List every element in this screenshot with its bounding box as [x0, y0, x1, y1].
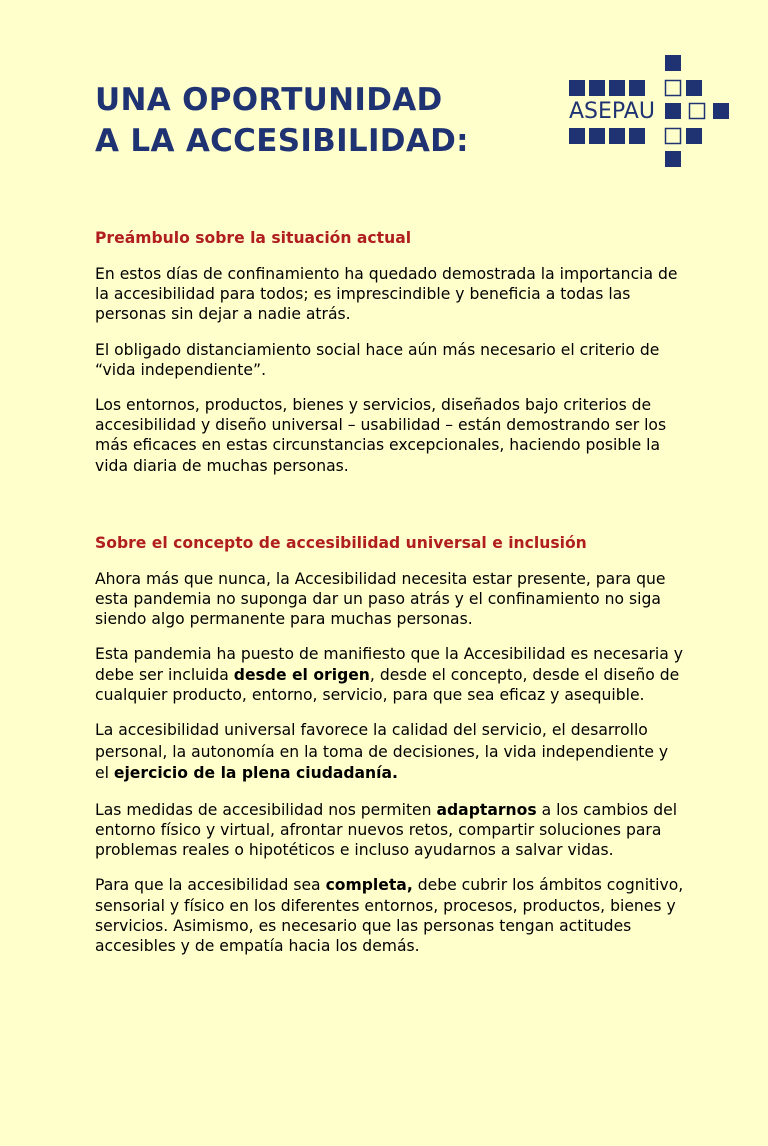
paragraph: En estos días de confinamiento ha quedado demostrada la importancia de la accesibilidad para todos; es imprescindible y beneficia a todas las personas sin dejar a nadie atrás. — [95, 265, 678, 324]
emphasis: ejercicio de la plena ciudadanía. — [113, 764, 398, 783]
text-run: Esta pandemia ha puesto de manifiesto que la Accesibilidad es necesaria y debe ser incluida — [95, 645, 683, 684]
text-run: debe cubrir los ámbitos cognitivo, sensorial y físico en los diferentes entornos, procesos, productos, bienes y servicios. Asimismo, es necesario que las personas tengan actitudes accesibles y de empatía hacia los demás. — [95, 876, 684, 956]
text-run: , desde el concepto, desde el diseño de cualquier producto, entorno, servicio, para que sea eficaz y asequible. — [95, 665, 680, 704]
paragraph: Los entornos, productos, bienes y servicios, diseñados bajo criterios de accesibilidad y diseño universal – usabilidad – están demostrando ser los más eficaces en estas circunstancias excepcionales, haciendo posible la vida diaria de muchas personas. — [95, 396, 667, 475]
text-run: Para que la accesibilidad sea — [95, 876, 326, 895]
emphasis: desde el origen — [233, 665, 370, 684]
paragraph: El obligado distanciamiento social hace aún más necesario el criterio de “vida independiente”. — [95, 340, 660, 379]
asepau-logo — [566, 55, 736, 173]
page-title — [95, 80, 469, 162]
section-heading: Preámbulo sobre la situación actual — [95, 229, 412, 247]
paragraph — [95, 720, 685, 785]
paragraph — [95, 644, 685, 705]
title-line-2: A LA ACCESIBILIDAD: — [95, 123, 469, 159]
title-line-1: UNA OPORTUNIDAD — [95, 82, 443, 118]
paragraph: Ahora más que nunca, la Accesibilidad necesita estar presente, para que esta pandemia no suponga dar un paso atrás y el confinamiento no siga siendo algo permanente para muchas personas. — [95, 569, 666, 629]
emphasis: adaptarnos — [436, 800, 537, 819]
section-preambulo — [95, 228, 685, 476]
text-run: Las medidas de accesibilidad nos permiten — [95, 800, 437, 819]
text-run: La accesibilidad universal favorece la calidad del servicio, el desarrollo personal, la autonomía en la toma de decisiones, la vida independiente y el — [95, 721, 669, 783]
paragraph — [95, 875, 685, 956]
text-run: a los cambios del entorno físico y virtual, afrontar nuevos retos, compartir soluciones para problemas reales o hipotéticos e incluso ayudarnos a salvar vidas. — [95, 800, 678, 860]
logo-text: ASEPAU — [569, 99, 655, 124]
section-heading: Sobre el concepto de accesibilidad universal e inclusión — [95, 533, 587, 552]
section-spacer — [95, 491, 685, 533]
section-concepto — [95, 533, 685, 956]
emphasis: completa, — [325, 876, 413, 895]
document-body — [95, 228, 685, 971]
paragraph — [95, 800, 685, 861]
